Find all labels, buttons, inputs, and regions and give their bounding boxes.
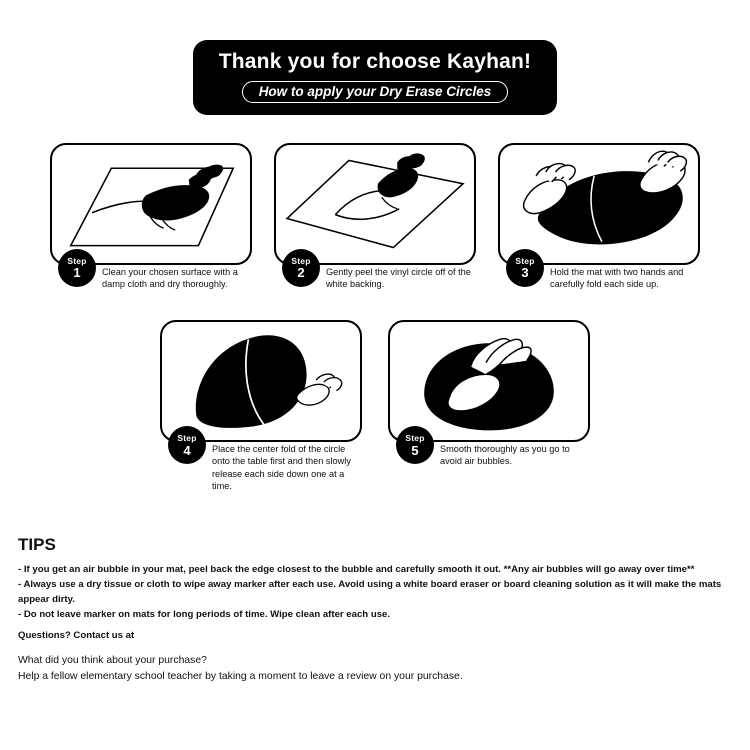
step-footer-2 <box>274 249 476 290</box>
step-illustration-1 <box>50 143 252 265</box>
step-footer-5 <box>388 426 590 467</box>
step-text-4: Place the center fold of the circle onto the table first and then slowly release each side down one at a time. <box>212 444 351 491</box>
step-illustration-3 <box>498 143 700 265</box>
footer-line-2: Help a fellow elementary school teacher by taking a moment to leave a review on your purchase. <box>18 670 463 682</box>
step-badge-4 <box>168 426 206 464</box>
step-illustration-5 <box>388 320 590 442</box>
step-card-5 <box>388 320 590 492</box>
step-badge-number-3: 3 <box>521 265 529 281</box>
step-badge-2 <box>282 249 320 287</box>
step-text-1: Clean your chosen surface with a damp cloth and dry thoroughly. <box>102 267 238 290</box>
step-card-3 <box>498 143 700 290</box>
tips-section <box>18 535 732 622</box>
steps-row-top <box>0 143 750 290</box>
header-subtitle-wrap <box>219 81 531 103</box>
tips-title: TIPS <box>18 535 56 554</box>
step-footer-3 <box>498 249 700 290</box>
step-card-1 <box>50 143 252 290</box>
step-badge-label-1: Step <box>67 255 87 266</box>
step-text-3: Hold the mat with two hands and carefully fold each side up. <box>550 267 684 290</box>
page-subtitle: How to apply your Dry Erase Circles <box>242 81 509 103</box>
tips-line-1: - If you get an air bubble in your mat, peel back the edge closest to the bubble and carefully smooth it out. **Any air bubbles will go away over time** <box>18 564 695 575</box>
step-badge-label-3: Step <box>515 255 535 266</box>
page-title: Thank you for choose Kayhan! <box>218 50 532 73</box>
step-badge-number-5: 5 <box>411 442 419 458</box>
tips-line-2: - Always use a dry tissue or cloth to wipe away marker after each use. Avoid using a white board eraser or board cleaning solution as it will make the mats appear dirty. <box>18 578 722 605</box>
step-footer-1 <box>50 249 252 290</box>
footer-contact: Questions? Contact us at <box>18 630 135 641</box>
step-text-2: Gently peel the vinyl circle off of the white backing. <box>326 267 471 290</box>
step-card-2 <box>274 143 476 290</box>
header-banner <box>193 40 557 115</box>
step-text-5: Smooth thoroughly as you go to avoid air bubbles. <box>440 444 570 467</box>
step-badge-5 <box>396 426 434 464</box>
footer-line-1: What did you think about your purchase? <box>18 655 207 666</box>
step-badge-3 <box>506 249 544 287</box>
step-footer-4 <box>160 426 362 492</box>
step-badge-label-5: Step <box>405 433 425 444</box>
footer-section <box>18 630 732 684</box>
step-badge-1 <box>58 249 96 287</box>
step-illustration-2 <box>274 143 476 265</box>
step-badge-number-4: 4 <box>183 442 191 458</box>
step-badge-label-2: Step <box>291 255 311 266</box>
steps-row-bottom <box>0 320 750 492</box>
header <box>0 0 750 115</box>
step-badge-label-4: Step <box>177 433 197 444</box>
tips-line-3: - Do not leave marker on mats for long periods of time. Wipe clean after each use. <box>18 608 391 620</box>
step-badge-number-2: 2 <box>297 265 305 281</box>
step-illustration-4 <box>160 320 362 442</box>
step-card-4 <box>160 320 362 492</box>
step-badge-number-1: 1 <box>73 265 81 281</box>
